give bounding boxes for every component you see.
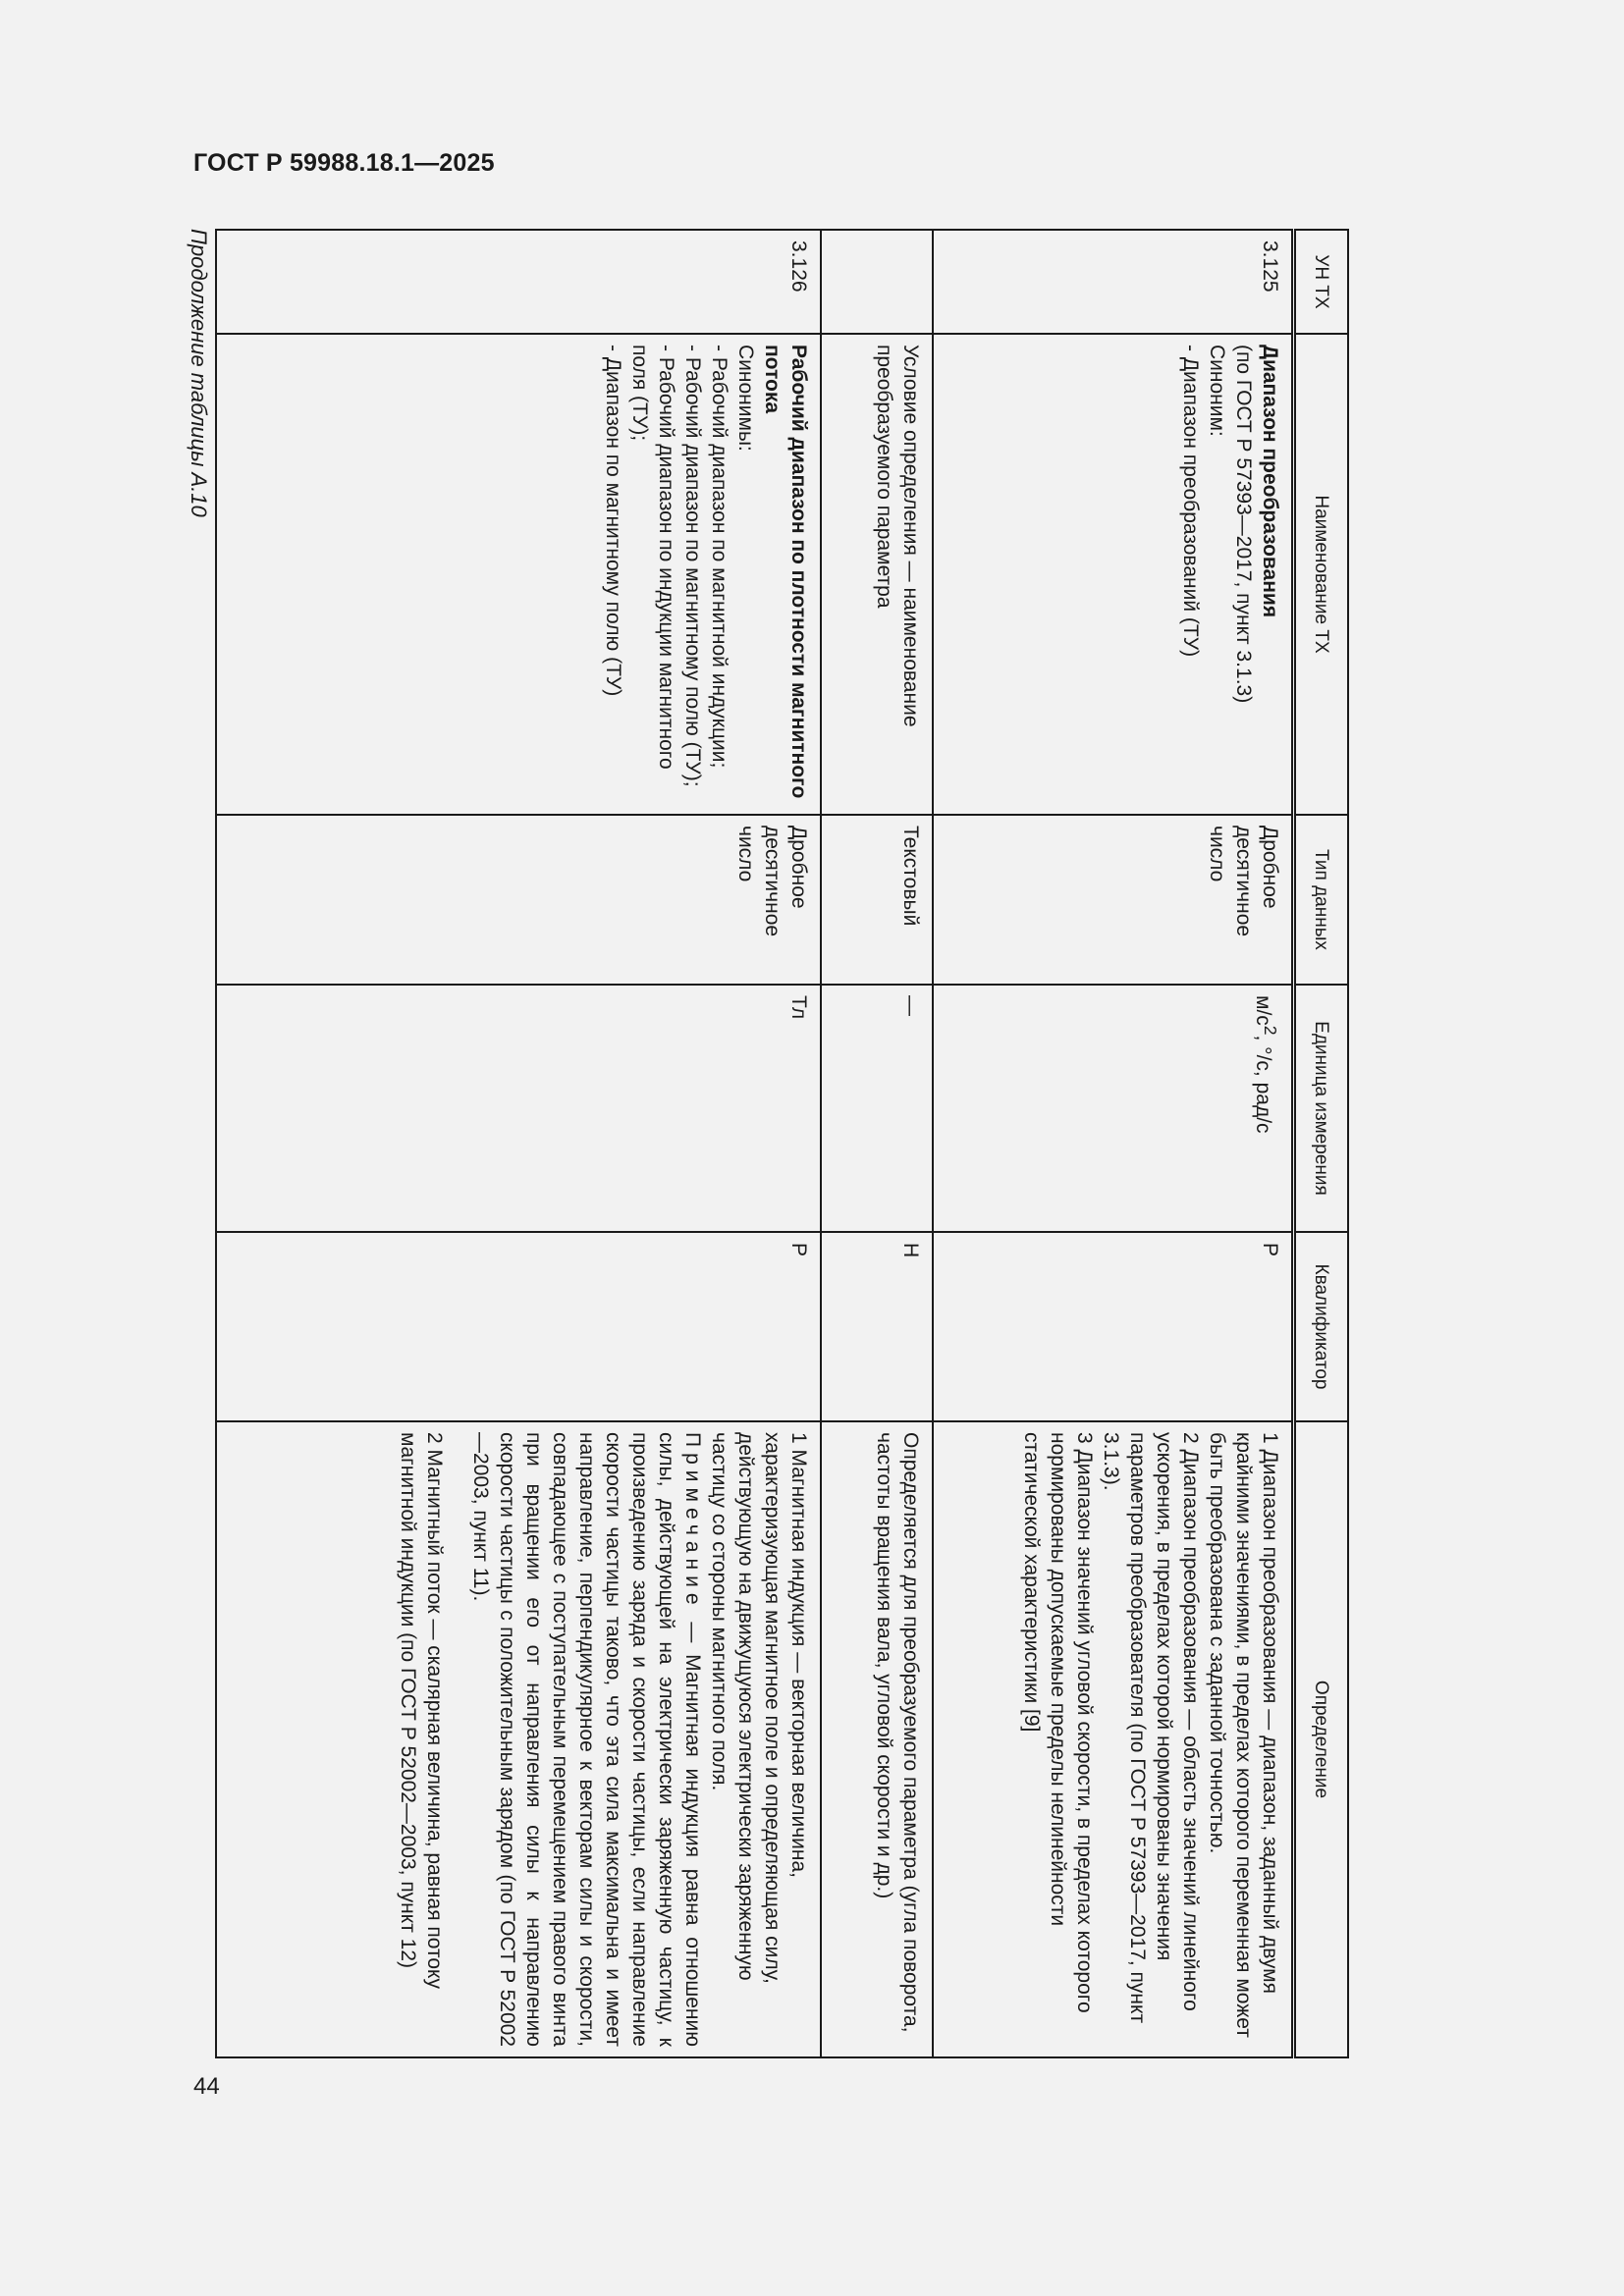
qualifier-cell: Р [216,1232,821,1421]
unit-base: м/с [1252,995,1274,1026]
name-cell [933,334,1294,815]
name-cell [216,334,821,815]
name-line: - Рабочий диапазон по магнитной индукции; [708,345,731,769]
note-text: — Магнитная индукция равна отношению силы, действующей на электрически заряженную частицу, к произведению заряда и скорости частицы, если направление скорости частицы таково, что эта сила максимальна и имеет направление, перпендикулярное к векторам силы и скорости, совпадающее с поступательным перемещением правого винта при вращении его от направления силы к направлению скорости частицы с положительным зарядом (по ГОСТ Р 52002—2003, пункт 11). [469,1432,704,2047]
table-row [216,230,821,2057]
column-header-name: Наименование ТХ [1294,334,1349,815]
definition-paragraph: 2 Магнитный поток — скалярная величина, равная потоку магнитной индукции (по ГОСТ Р 52002—2003, пункт 12) [397,1432,446,1989]
unit-superscript: 2 [1261,1025,1280,1036]
definition-paragraph: 1 Магнитная индукция — векторная величина, характеризующая магнитное поле и определяющая силу, действующую на движущуюся электрически заряженную частицу со стороны магнитного поля. [708,1432,810,1984]
definition-cell [216,1421,821,2057]
name-line: - Рабочий диапазон по магнитному полю (ТУ); [681,345,704,787]
name-cell: Условие определения — наименование преобразуемого параметра [821,334,933,815]
type-cell: Дробное десятичное число [933,815,1294,985]
page-number: 44 [193,2073,220,2100]
type-cell: Дробное десятичное число [216,815,821,985]
column-header-un: УН ТХ [1294,230,1349,334]
definition-cell [933,1421,1294,2057]
document-header: ГОСТ Р 59988.18.1—2025 [193,149,495,177]
note-label: Примечание [681,1432,704,1611]
unit-cell: — [821,985,933,1232]
table-caption: Продолжение таблицы А.10 [187,229,211,517]
definition-note [467,1432,706,2047]
table-header-row [1294,230,1349,2057]
name-line: (по ГОСТ Р 57393—2017, пункт 3.1.3) [1232,345,1255,704]
definition-paragraph: 2 Диапазон преобразования — область значений линейного ускорения, в пределах которой нормированы значения параметров преобразователя (по ГОСТ Р 57393—2017, пункт 3.1.3). [1100,1432,1202,2024]
name-title: Диапазон преобразования [1259,345,1281,618]
definition-paragraph: 1 Диапазон преобразования — диапазон, заданный двумя крайними значениями, в пределах которого переменная может быть преобразована с заданной точностью. [1206,1432,1281,2038]
name-line: Синоним: [1206,345,1228,437]
qualifier-cell: Н [821,1232,933,1421]
column-header-qualifier: Квалификатор [1294,1232,1349,1421]
table-row [821,230,933,2057]
name-line: - Диапазон преобразований (ТУ) [1179,345,1202,658]
column-header-type: Тип данных [1294,815,1349,985]
unit-cell [933,985,1294,1232]
paragraph-gap [448,1432,467,2047]
definition-cell: Определяется для преобразуемого параметра (угла поворота, частоты вращения вала, угловой скорости и др.) [821,1421,933,2057]
name-line: Синонимы: [734,345,757,452]
un-cell: 3.125 [933,230,1294,334]
unit-rest: , °/с, рад/с [1252,1035,1274,1134]
name-title: Рабочий диапазон по плотности магнитного потока [761,345,810,799]
type-cell: Текстовый [821,815,933,985]
data-table [215,229,1349,2058]
qualifier-cell: Р [933,1232,1294,1421]
un-cell: 3.126 [216,230,821,334]
column-header-unit: Единица измерения [1294,985,1349,1232]
un-cell [821,230,933,334]
name-line: - Рабочий диапазон по индукции магнитного поля (ТУ); [628,345,677,770]
rotated-table-block [177,229,1349,2056]
definition-paragraph: 3 Диапазон значений угловой скорости, в пределах которого нормированы допускаемые пределы нелинейности статической характеристики [9] [1020,1432,1096,2013]
unit-cell: Тл [216,985,821,1232]
column-header-definition: Определение [1294,1421,1349,2057]
table-row [933,230,1294,2057]
name-line: - Диапазон по магнитному полю (ТУ) [602,345,624,697]
